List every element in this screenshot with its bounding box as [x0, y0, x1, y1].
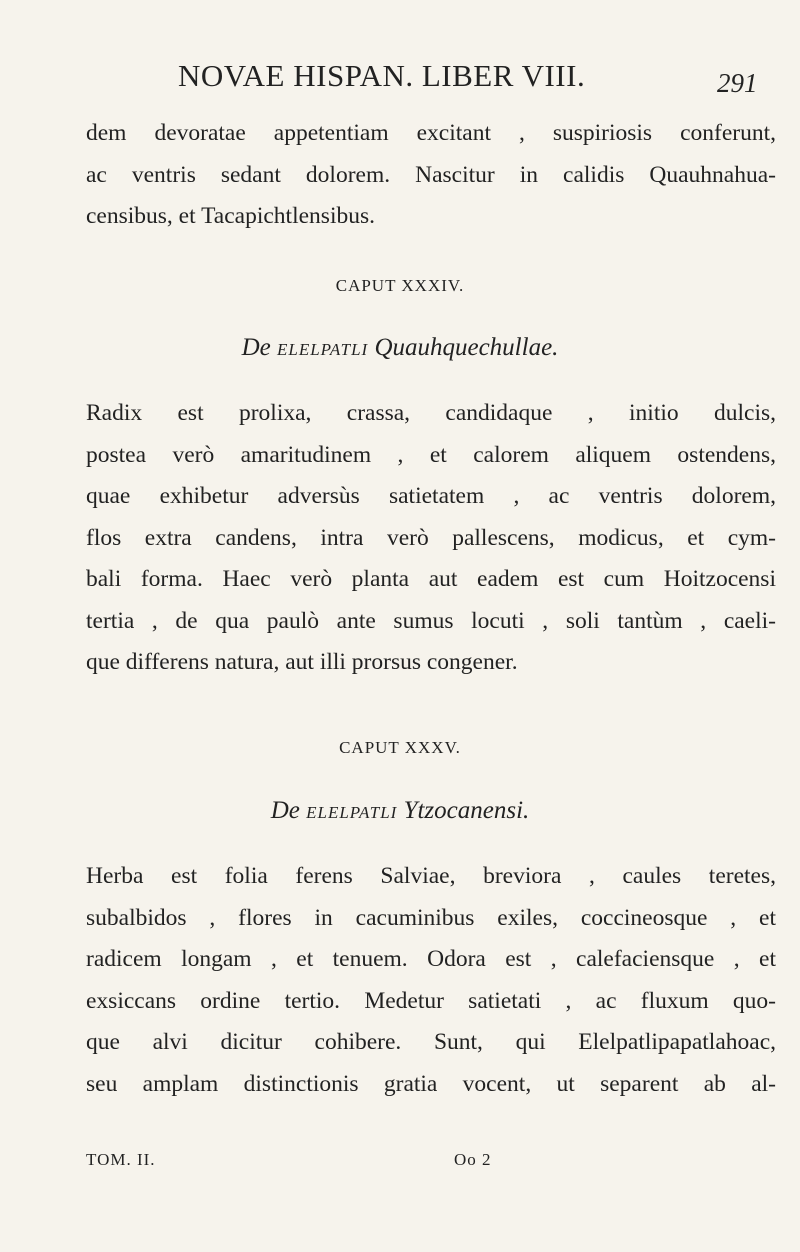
text-line: seu amplam distinctionis gratia vocent, ut separent ab al-: [86, 1070, 776, 1097]
title-prefix: De: [270, 797, 300, 824]
chapter-heading-34: CAPUT XXXIV.: [335, 276, 465, 295]
running-title: NOVAE HISPAN. LIBER VIII.: [178, 58, 586, 93]
title-smallcaps: ELELPATLI: [276, 340, 369, 359]
text-line: postea verò amaritudinem , et calorem aliquem ostendens,: [86, 441, 776, 468]
text-line: censibus, et Tacapichtlensibus.: [86, 203, 375, 229]
text-line: tertia , de qua paulò ante sumus locuti , soli tantùm , caeli-: [86, 607, 776, 634]
text-line: que differens natura, aut illi prorsus congener.: [86, 649, 518, 675]
volume-mark: TOM. II.: [86, 1150, 156, 1169]
text-line: quae exhibetur adversùs satietatem , ac ventris dolorem,: [86, 483, 776, 509]
page-number: 291: [717, 68, 758, 98]
intro-paragraph: [86, 113, 776, 238]
text-line: radicem longam , et tenuem. Odora est , calefaciensque , et: [86, 946, 776, 972]
signature-mark: Oo 2: [454, 1150, 492, 1169]
chapter-35-paragraph: [86, 856, 776, 1105]
chapter-title-34: [0, 334, 800, 362]
title-prefix: De: [241, 334, 271, 361]
text-line: subalbidos , flores in cacuminibus exiles, coccineosque , et: [86, 904, 776, 931]
title-name: Quauhquechullae.: [374, 334, 559, 361]
text-line: Radix est prolixa, crassa, candidaque , initio dulcis,: [86, 400, 776, 426]
chapter-heading-35: CAPUT XXXV.: [339, 738, 461, 757]
text-line: ac ventris sedant dolorem. Nascitur in calidis Quauhnahua-: [86, 161, 776, 188]
text-line: exsiccans ordine tertio. Medetur satietati , ac fluxum quo-: [86, 987, 776, 1014]
title-smallcaps: ELELPATLI: [306, 803, 398, 822]
text-line: dem devoratae appetentiam excitant , suspiriosis conferunt,: [86, 120, 776, 146]
text-line: Herba est folia ferens Salviae, breviora , caules teretes,: [86, 863, 776, 889]
chapter-34-paragraph: [86, 393, 776, 684]
text-line: flos extra candens, intra verò pallescens, modicus, et cym-: [86, 524, 776, 551]
title-name: Ytzocanensi.: [403, 797, 530, 824]
text-line: bali forma. Haec verò planta aut eadem est cum Hoitzocensi: [86, 566, 776, 592]
page-header: [0, 58, 800, 102]
chapter-title-35: [0, 797, 800, 825]
text-line: que alvi dicitur cohibere. Sunt, qui Elelpatlipapatlahoac,: [86, 1029, 776, 1055]
